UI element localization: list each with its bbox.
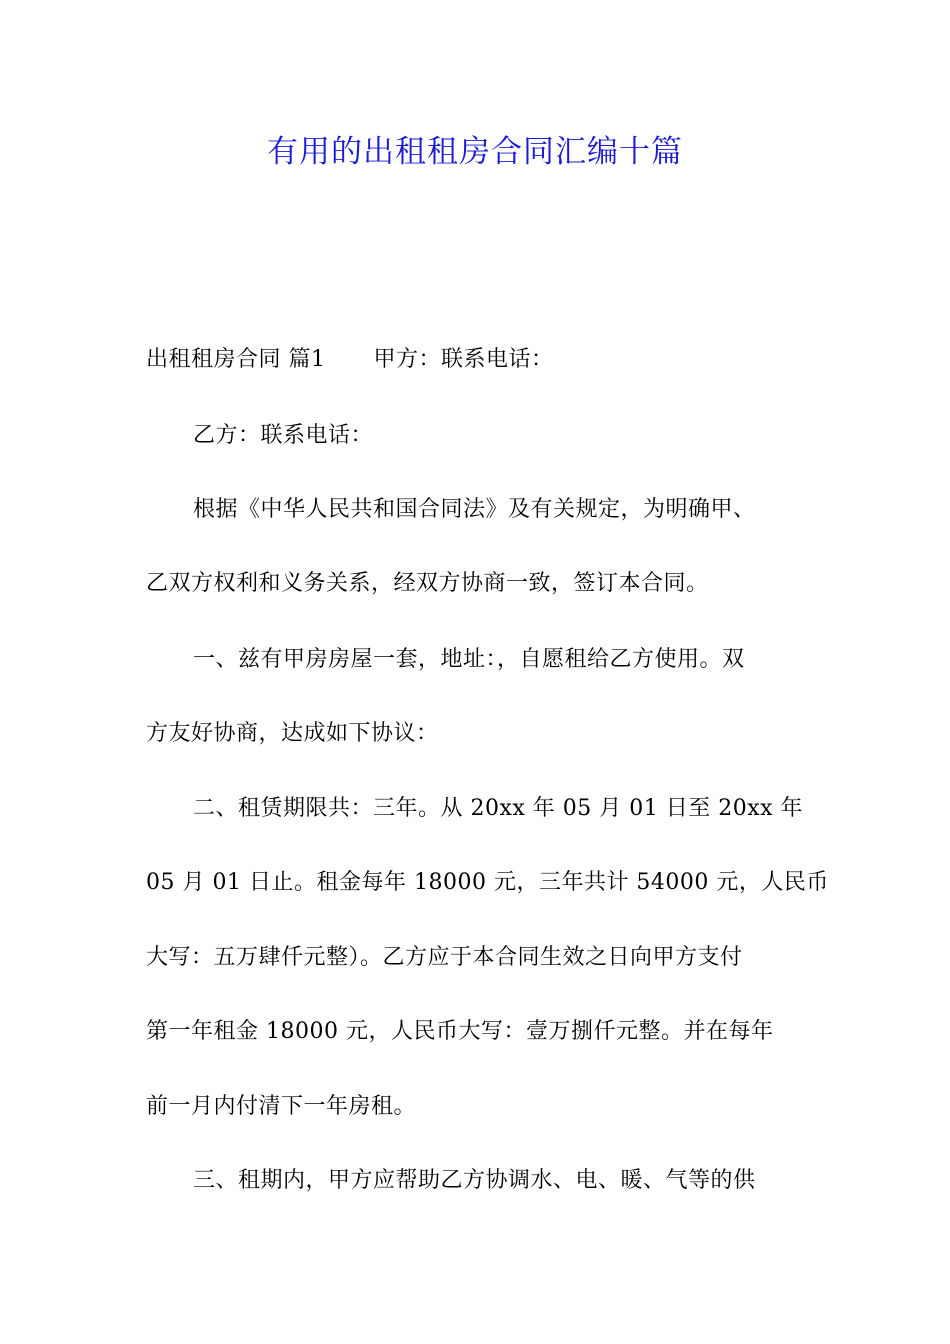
paragraph-line: 前一月内付清下一年房租。 — [146, 1094, 417, 1119]
paragraph-line: 05 月 01 日止。租金每年 18000 元，三年共计 54000 元，人民币 — [146, 870, 829, 895]
paragraph-line: 大写：五万肆仟元整）。乙方应于本合同生效之日向甲方支付 — [146, 945, 743, 970]
paragraph-line: 方友好协商，达成如下协议： — [146, 721, 439, 746]
document-title: 有用的出租租房合同汇编十篇 — [267, 134, 683, 170]
paragraph-line: 二、租赁期限共：三年。从 20xx 年 05 月 01 日至 20xx 年 — [193, 796, 804, 821]
party-b-contact: 乙方：联系电话： — [193, 423, 374, 448]
section-label: 出租租房合同 篇1 — [146, 347, 326, 372]
paragraph-line: 第一年租金 18000 元，人民币大写：壹万捌仟元整。并在每年 — [146, 1019, 774, 1044]
paragraph-line: 乙双方权利和义务关系，经双方协商一致，签订本合同。 — [146, 571, 709, 596]
section-heading-line — [146, 345, 810, 375]
party-a-contact: 甲方：联系电话： — [373, 347, 554, 372]
paragraph-line: 一、兹有甲房房屋一套，地址：，自愿租给乙方使用。双 — [193, 647, 745, 672]
paragraph-line: 三、租期内，甲方应帮助乙方协调水、电、暖、气等的供 — [193, 1168, 756, 1193]
paragraph-line: 根据《中华人民共和国合同法》及有关规定，为明确甲、 — [193, 497, 756, 522]
